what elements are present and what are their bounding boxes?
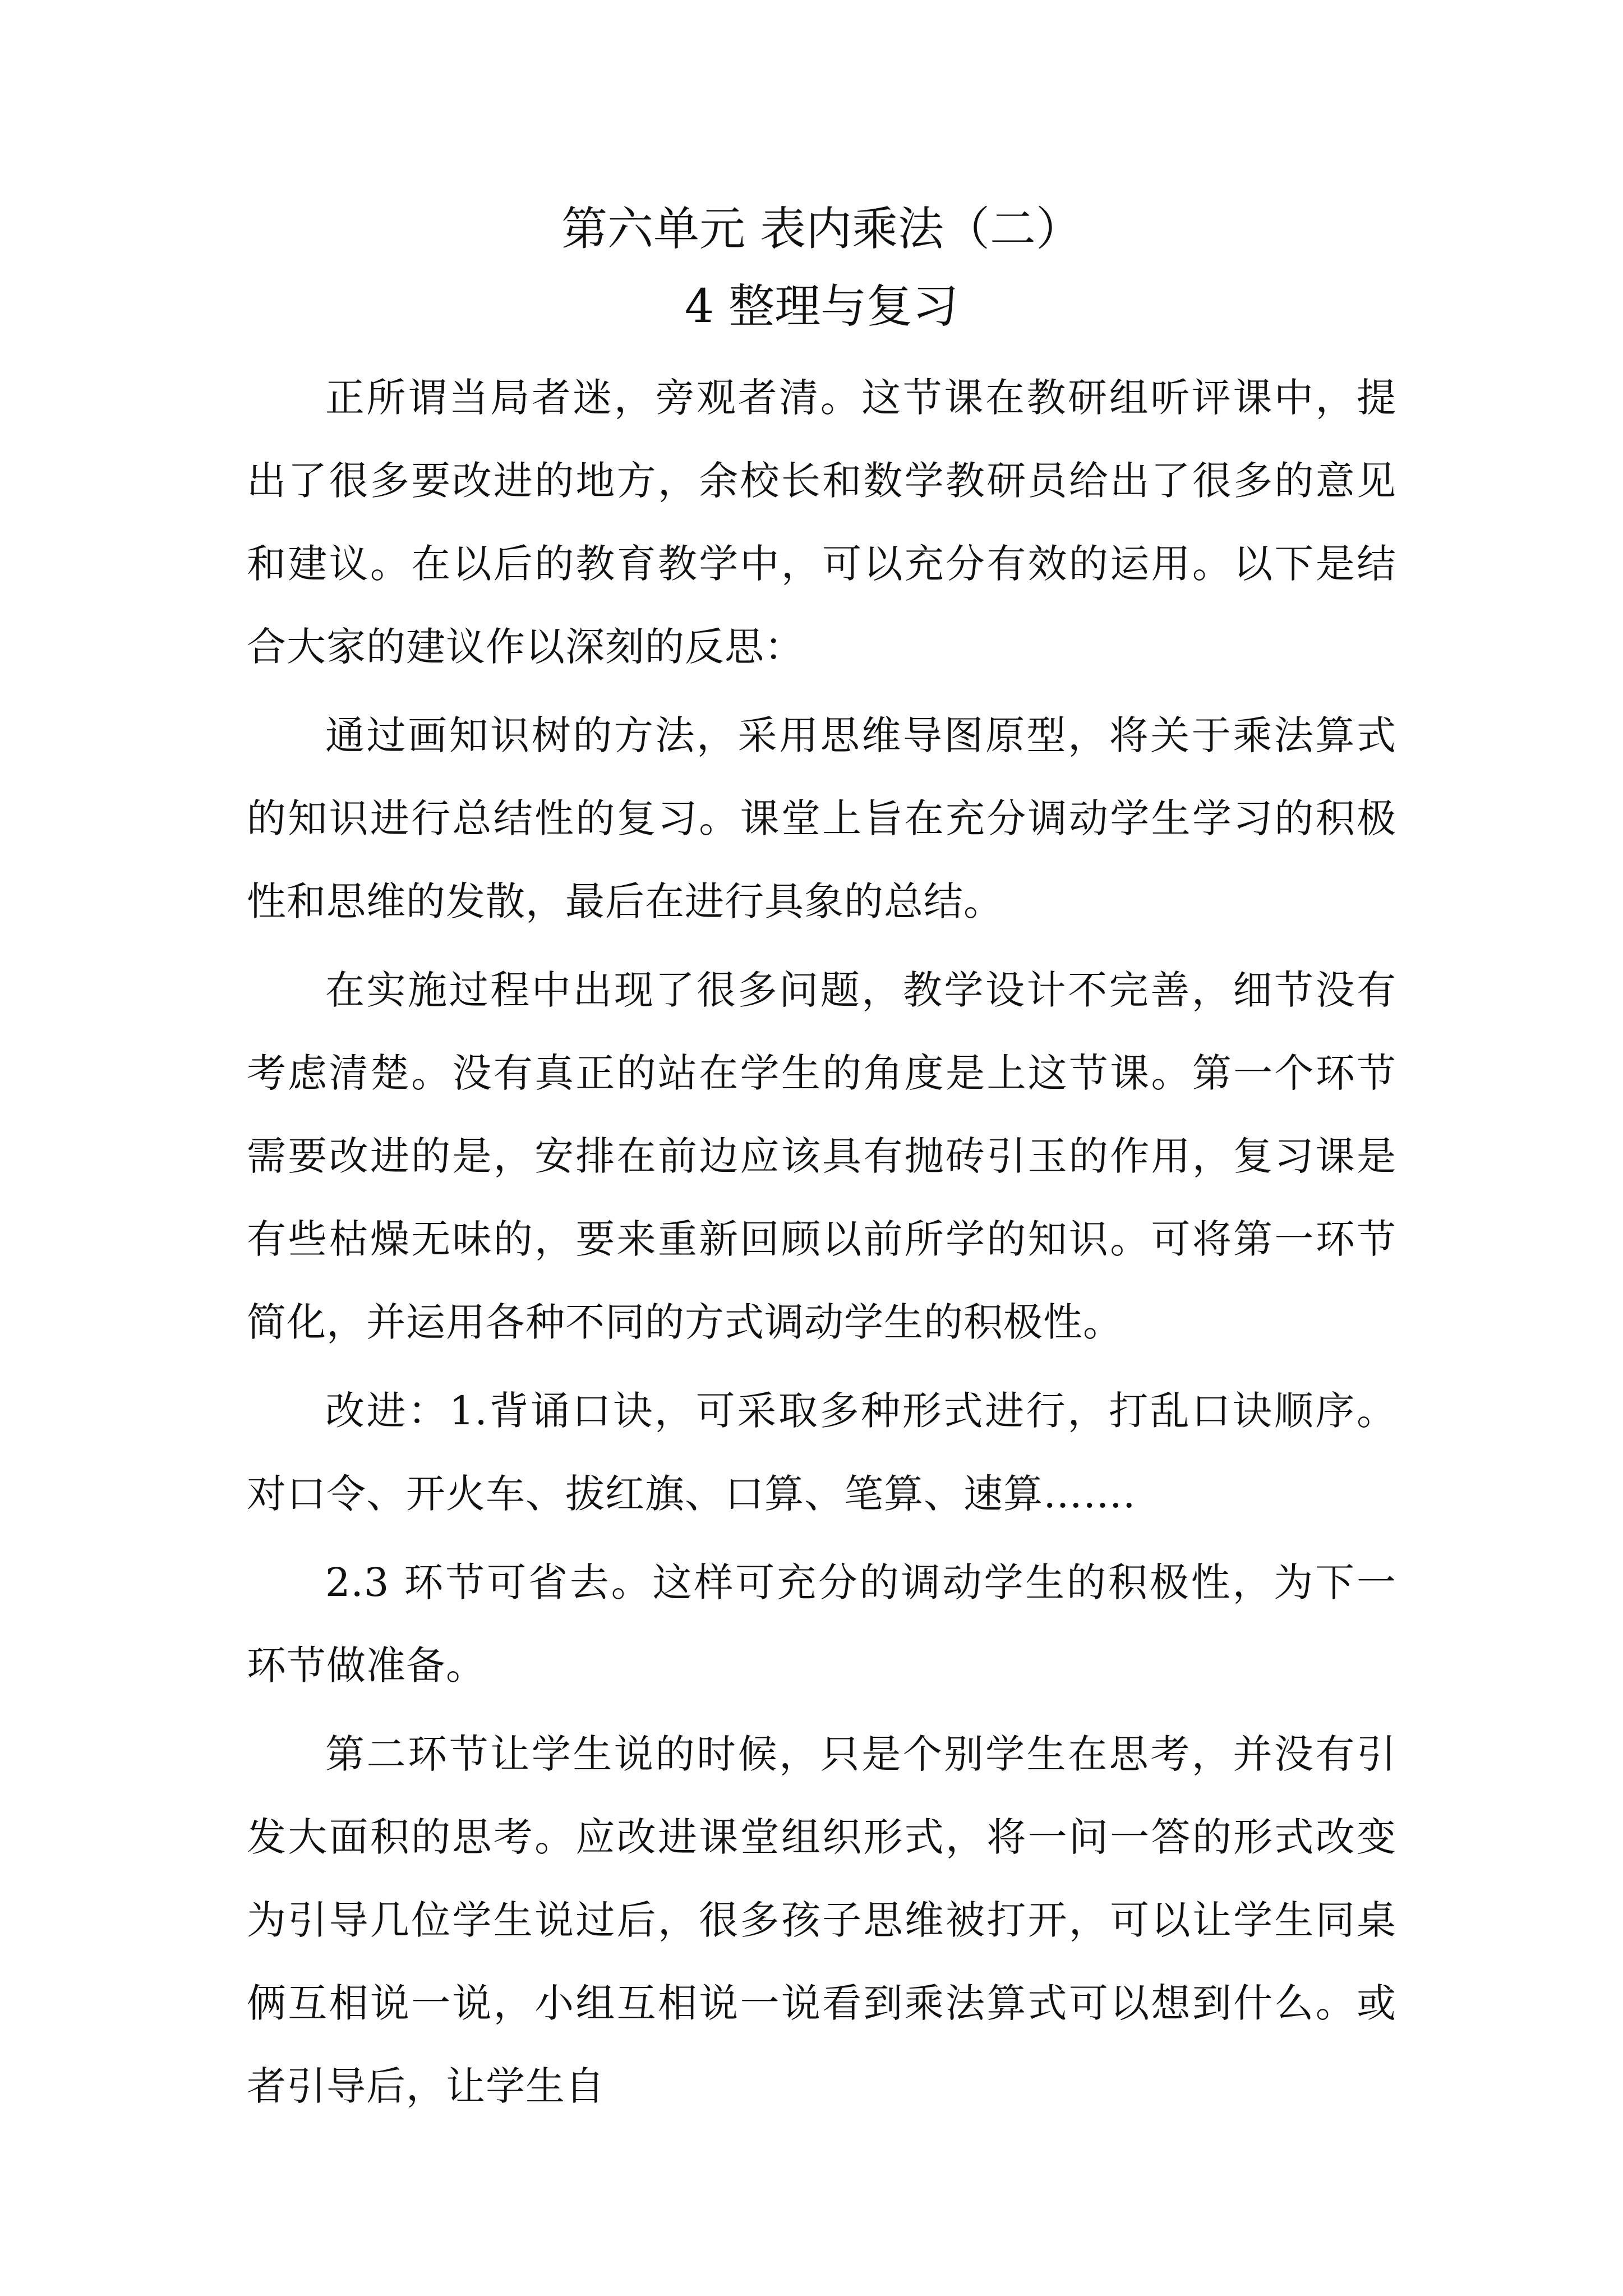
document-page <box>247 202 1396 2133</box>
document-title: 第六单元 表内乘法（二） <box>561 203 1082 256</box>
document-subtitle: 4 整理与复习 <box>684 280 959 334</box>
paragraph: 通过画知识树的方法，采用思维导图原型，将关于乘法算式的知识进行总结性的复习。课堂上旨在充分调动学生学习的积极性和思维的发散，最后在进行具象的总结。 <box>247 712 1396 924</box>
paragraph: 2.3 环节可省去。这样可充分的调动学生的积极性，为下一环节做准备。 <box>247 1559 1396 1688</box>
paragraph: 在实施过程中出现了很多问题，教学设计不完善，细节没有考虑清楚。没有真正的站在学生的角度是上这节课。第一个环节需要改进的是，安排在前边应该具有抛砖引玉的作用，复习课是有些枯燥无味的，要来重新回顾以前所学的知识。可将第一环节简化，并运用各种不同的方式调动学生的积极性。 <box>247 967 1396 1345</box>
paragraph: 正所谓当局者迷，旁观者清。这节课在教研组听评课中，提出了很多要改进的地方，余校长和数学教研员给出了很多的意见和建议。在以后的教育教学中，可以充分有效的运用。以下是结合大家的建议作以深刻的反思： <box>247 374 1396 670</box>
paragraph: 第二环节让学生说的时候，只是个别学生在思考，并没有引发大面积的思考。应改进课堂组织形式，将一问一答的形式改变为引导几位学生说过后，很多孩子思维被打开，可以让学生同桌俩互相说一说，小组互相说一说看到乘法算式可以想到什么。或者引导后，让学生自 <box>247 1731 1396 2109</box>
document-body <box>247 356 1396 2128</box>
paragraph: 改进：1.背诵口诀，可采取多种形式进行，打乱口诀顺序。对口令、开火车、拔红旗、口算、笔算、速算……. <box>247 1387 1396 1517</box>
